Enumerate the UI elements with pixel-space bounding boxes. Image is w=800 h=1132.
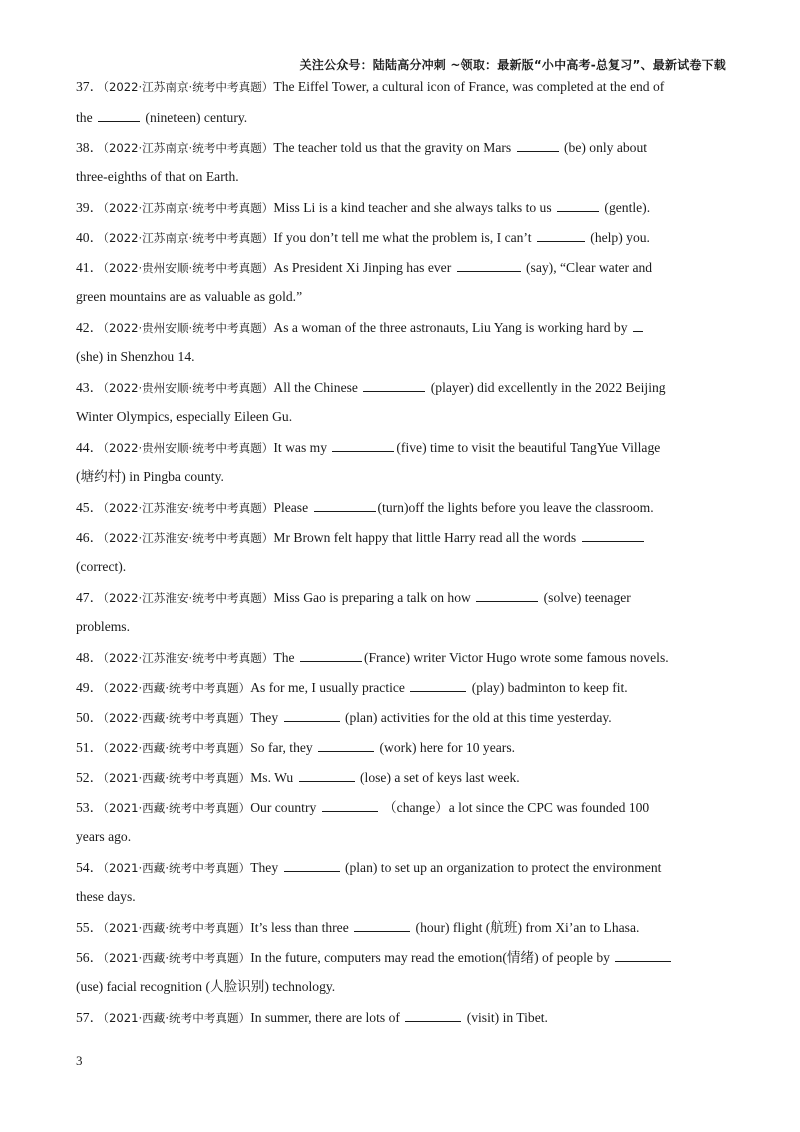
question-source: （2022·西藏·统考中考真题） — [103, 741, 251, 755]
answer-blank[interactable] — [615, 947, 671, 962]
answer-blank[interactable] — [457, 257, 521, 272]
answer-blank[interactable] — [332, 437, 394, 452]
question-text-after-blank: (help) you. — [586, 230, 650, 245]
question-text: (use) facial recognition (人脸识别) technology. — [76, 979, 336, 994]
question-line — [76, 1007, 726, 1037]
question-text-after-blank: (work) here for 10 years. — [376, 740, 516, 755]
answer-blank[interactable] — [98, 107, 140, 122]
question-line — [76, 497, 726, 527]
question-text: years ago. — [76, 829, 132, 844]
question-line — [76, 437, 726, 467]
question-text: Please — [273, 500, 312, 515]
question-line — [76, 107, 726, 137]
question-line — [76, 617, 726, 647]
question-line — [76, 977, 726, 1007]
question-text: The teacher told us that the gravity on Mars — [273, 140, 515, 155]
question-text-after-blank: (solve) teenager — [540, 590, 631, 605]
question-text-after-blank: (plan) activities for the old at this time yesterday. — [341, 710, 612, 725]
question-number: 57． — [76, 1010, 104, 1025]
question-number: 50． — [76, 710, 104, 725]
question-text: Ms. Wu — [250, 770, 297, 785]
question-source: （2022·江苏南京·统考中考真题） — [103, 201, 274, 215]
answer-blank[interactable] — [284, 857, 340, 872]
question-source: （2022·贵州安顺·统考中考真题） — [103, 321, 274, 335]
question-number: 46． — [76, 530, 104, 545]
question-text-after-blank: (gentle). — [601, 200, 651, 215]
answer-blank[interactable] — [300, 647, 362, 662]
question-text: Miss Li is a kind teacher and she always talks to us — [273, 200, 556, 215]
question-text-after-blank: (say), “Clear water and — [522, 260, 653, 275]
question-text: It’s less than three — [250, 920, 353, 935]
question-text-after-blank: (nineteen) century. — [142, 110, 248, 125]
question-source: （2022·贵州安顺·统考中考真题） — [103, 261, 274, 275]
question-text-after-blank: (play) badminton to keep fit. — [468, 680, 628, 695]
question-source: （2021·西藏·统考中考真题） — [103, 921, 251, 935]
question-text: problems. — [76, 619, 130, 634]
question-text-after-blank: (turn)off the lights before you leave the classroom. — [377, 500, 654, 515]
question-number: 54． — [76, 860, 104, 875]
question-text: If you don’t tell me what the problem is, I can’t — [273, 230, 535, 245]
question-text: three-eighths of that on Earth. — [76, 169, 239, 184]
question-number: 45． — [76, 500, 104, 515]
question-text: They — [250, 710, 282, 725]
answer-blank[interactable] — [284, 707, 340, 722]
answer-blank[interactable] — [582, 527, 644, 542]
question-text: (she) in Shenzhou 14. — [76, 349, 195, 364]
question-line — [76, 767, 726, 797]
question-text: As President Xi Jinping has ever — [273, 260, 455, 275]
question-text-after-blank: (hour) flight (航班) from Xi’an to Lhasa. — [412, 920, 640, 935]
question-line — [76, 587, 726, 617]
question-text: (塘约村) in Pingba county. — [76, 469, 224, 484]
question-line — [76, 227, 726, 257]
question-source: （2022·贵州安顺·统考中考真题） — [103, 441, 274, 455]
question-source: （2021·西藏·统考中考真题） — [103, 1011, 251, 1025]
question-number: 47． — [76, 590, 104, 605]
question-line — [76, 167, 726, 197]
question-number: 38． — [76, 140, 104, 155]
question-number: 53． — [76, 800, 104, 815]
question-line — [76, 77, 726, 107]
answer-blank[interactable] — [363, 377, 425, 392]
question-source: （2022·江苏南京·统考中考真题） — [103, 231, 274, 245]
question-text: All the Chinese — [273, 380, 362, 395]
question-line — [76, 707, 726, 737]
question-text-after-blank: (plan) to set up an organization to protect the environment — [341, 860, 662, 875]
question-number: 55． — [76, 920, 104, 935]
question-number: 56． — [76, 950, 104, 965]
question-line — [76, 197, 726, 227]
question-line — [76, 287, 726, 317]
question-text-after-blank: (player) did excellently in the 2022 Beijing — [427, 380, 666, 395]
question-line — [76, 947, 726, 977]
question-text: Winter Olympics, especially Eileen Gu. — [76, 409, 293, 424]
question-line — [76, 257, 726, 287]
question-line — [76, 677, 726, 707]
page-number: 3 — [76, 1053, 83, 1068]
question-number: 43． — [76, 380, 104, 395]
question-number: 42． — [76, 320, 104, 335]
question-list — [76, 77, 726, 1037]
question-source: （2022·江苏淮安·统考中考真题） — [103, 531, 274, 545]
question-line — [76, 467, 726, 497]
question-source: （2022·贵州安顺·统考中考真题） — [103, 381, 274, 395]
question-line — [76, 737, 726, 767]
answer-blank[interactable] — [314, 497, 376, 512]
question-source: （2022·江苏淮安·统考中考真题） — [103, 501, 274, 515]
question-line — [76, 377, 726, 407]
page-header: 关注公众号：陆陆高分冲刺 ~领取：最新版“小中高考-总复习”、最新试卷下载 — [299, 58, 726, 72]
question-line — [76, 317, 726, 347]
question-text: It was my — [273, 440, 331, 455]
answer-blank[interactable] — [318, 737, 374, 752]
question-source: （2022·江苏南京·统考中考真题） — [103, 141, 274, 155]
question-source: （2022·江苏淮安·统考中考真题） — [103, 651, 274, 665]
question-line — [76, 347, 726, 377]
question-line — [76, 557, 726, 587]
question-text: these days. — [76, 889, 136, 904]
question-number: 41． — [76, 260, 104, 275]
question-source: （2021·西藏·统考中考真题） — [103, 951, 251, 965]
question-number: 37． — [76, 79, 104, 94]
question-source: （2022·江苏南京·统考中考真题） — [103, 80, 274, 94]
question-text: Mr Brown felt happy that little Harry read all the words — [273, 530, 580, 545]
question-text-after-blank: (five) time to visit the beautiful TangYue Village — [396, 440, 661, 455]
question-line — [76, 797, 726, 827]
question-number: 48． — [76, 650, 104, 665]
question-number: 51． — [76, 740, 104, 755]
question-number: 52． — [76, 770, 104, 785]
answer-blank[interactable] — [633, 317, 643, 332]
answer-blank[interactable] — [537, 227, 585, 242]
question-text-after-blank: (France) writer Victor Hugo wrote some famous novels. — [363, 650, 669, 665]
question-line — [76, 137, 726, 167]
question-text: In summer, there are lots of — [250, 1010, 404, 1025]
question-text: The — [273, 650, 298, 665]
question-number: 39． — [76, 200, 104, 215]
question-source: （2021·西藏·统考中考真题） — [103, 771, 251, 785]
question-source: （2022·西藏·统考中考真题） — [103, 711, 251, 725]
question-text-after-blank: (visit) in Tibet. — [463, 1010, 548, 1025]
question-text: Miss Gao is preparing a talk on how — [273, 590, 475, 605]
question-text-after-blank: (be) only about — [560, 140, 648, 155]
question-text-after-blank: (lose) a set of keys last week. — [356, 770, 520, 785]
question-line — [76, 917, 726, 947]
question-source: （2022·西藏·统考中考真题） — [103, 681, 251, 695]
answer-blank[interactable] — [476, 587, 538, 602]
question-text: So far, they — [250, 740, 317, 755]
question-number: 40． — [76, 230, 104, 245]
question-number: 49． — [76, 680, 104, 695]
question-line — [76, 527, 726, 557]
question-line — [76, 647, 726, 677]
answer-blank[interactable] — [517, 137, 559, 152]
answer-blank[interactable] — [299, 767, 355, 782]
question-source: （2022·江苏淮安·统考中考真题） — [103, 591, 274, 605]
question-source: （2021·西藏·统考中考真题） — [103, 861, 251, 875]
answer-blank[interactable] — [322, 797, 378, 812]
question-source: （2021·西藏·统考中考真题） — [103, 801, 251, 815]
answer-blank[interactable] — [405, 1007, 461, 1022]
question-text: (correct). — [76, 559, 127, 574]
question-line — [76, 857, 726, 887]
question-number: 44． — [76, 440, 104, 455]
answer-blank[interactable] — [410, 677, 466, 692]
question-line — [76, 887, 726, 917]
answer-blank[interactable] — [354, 917, 410, 932]
question-text: As a woman of the three astronauts, Liu Yang is working hard by — [273, 320, 631, 335]
question-text-after-blank: （change）a lot since the CPC was founded 100 — [379, 800, 650, 815]
question-text: As for me, I usually practice — [250, 680, 409, 695]
question-text: In the future, computers may read the emotion(情绪) of people by — [250, 950, 614, 965]
question-line — [76, 407, 726, 437]
question-text: The Eiffel Tower, a cultural icon of France, was completed at the end of — [273, 79, 665, 94]
question-text: the — [76, 110, 97, 125]
question-text: green mountains are as valuable as gold.” — [76, 289, 303, 304]
question-line — [76, 827, 726, 857]
question-text: They — [250, 860, 282, 875]
question-text: Our country — [250, 800, 320, 815]
answer-blank[interactable] — [557, 197, 599, 212]
